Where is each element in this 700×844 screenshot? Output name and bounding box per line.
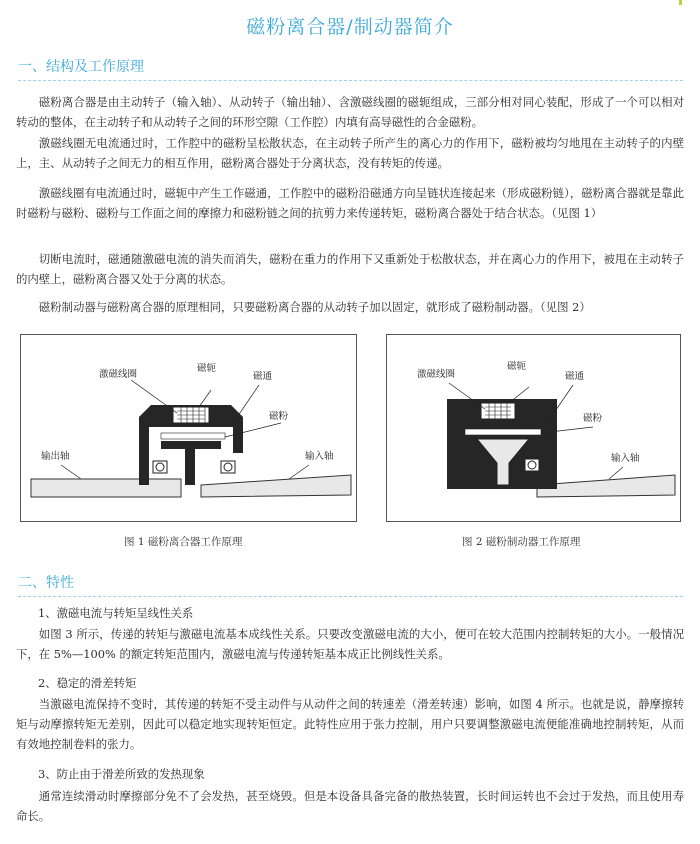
fig2-label-input: 输入轴 [611, 453, 640, 464]
fig2-label-flux: 磁通 [565, 371, 585, 382]
fig1-label-powder: 磁粉 [269, 411, 289, 422]
s1-paragraph-3: 激磁线圈有电流通过时，磁轭中产生工作磁通，工作腔中的磁粉沿磁通方向呈链状连接起来（形成磁粉链），磁粉离合器就是靠此时磁粉与磁粉、磁粉与工作面之间的摩擦力和磁粉链之间的抗剪力来传递转矩，磁粉离合器处于结合状态。（见图 1） [16, 186, 684, 220]
s1-paragraph-5: 磁粉制动器与磁粉离合器的原理相同，只要磁粉离合器的从动转子加以固定，就形成了磁粉制动器。（见图 2） [38, 300, 591, 314]
fig1-label-flux: 磁通 [253, 371, 273, 382]
s2-item1-title: 1、激磁电流与转矩呈线性关系 [38, 606, 194, 620]
s1-paragraph-2: 激磁线圈无电流通过时，工作腔中的磁粉呈松散状态，在主动转子所产生的离心力的作用下，磁粉被均匀地甩在主动转子的内壁上，主、从动转子之间无力的相互作用，磁粉离合器处于分离状态，没有转矩的传递。 [16, 136, 684, 170]
input-shaft [537, 475, 675, 497]
fig2-label-coil: 激磁线圈 [417, 369, 456, 380]
powder-gap [465, 429, 541, 435]
s2-item3-title: 3、防止由于滑差所致的发热现象 [38, 767, 205, 781]
section1-heading: 一、结构及工作原理 [18, 56, 683, 81]
fig2-label-yoke: 磁轭 [507, 361, 527, 372]
fig1-label-yoke: 磁轭 [197, 363, 217, 374]
fig2-label-powder: 磁粉 [583, 413, 603, 424]
figure1-diagram [20, 334, 357, 522]
s1-paragraph-1: 磁粉离合器是由主动转子（输入轴）、从动转子（输出轴）、含激磁线圈的磁轭组成，三部分相对同心装配，形成了一个可以相对转动的整体，在主动转子和从动转子之间的环形空隙（工作腔）内填有高导磁性的合金磁粉。 [16, 95, 684, 129]
fig1-label-input: 输入轴 [305, 451, 334, 462]
s2-item2-text: 当激磁电流保持不变时，其传递的转矩不受主动件与从动件之间的转速差（滑差转速）影响，如图 4 所示。也就是说，静摩擦转矩与动摩擦转矩无差别，因此可以稳定地实现转矩恒定。此特性应用于张力控制，用户只要调整激磁电流便能准确地控制转矩，从而有效地控制卷料的张力。 [16, 697, 684, 751]
s1-paragraph-4: 切断电流时，磁通随激磁电流的消失而消失，磁粉在重力的作用下又重新处于松散状态，并在离心力的作用下，被甩在主动转子的内壁上，磁粉离合器又处于分离的状态。 [16, 252, 684, 286]
s2-item1-text: 如图 3 所示，传递的转矩与激磁电流基本成线性关系。只要改变激磁电流的大小，便可在较大范围内控制转矩的大小。一般情况下，在 5%—100% 的额定转矩范围内，激磁电流与传递转矩基本成正比例线性关系。 [16, 627, 684, 661]
fig1-label-coil: 激磁线圈 [99, 369, 138, 380]
output-shaft [31, 479, 181, 497]
s2-item2-title: 2、稳定的滑差转矩 [38, 676, 137, 690]
input-shaft [201, 475, 351, 497]
section2-heading: 二、特性 [18, 572, 683, 597]
s2-item3-text: 通常连续滑动时摩擦部分免不了会发热，甚至烧毁。但是本设备具备完备的散热装置，长时间运转也不会过于发热，而且使用寿命长。 [16, 789, 684, 823]
figure2-diagram [386, 334, 681, 522]
figure2-caption: 图 2 磁粉制动器工作原理 [462, 536, 581, 548]
powder-gap [161, 433, 225, 439]
corner-mark [679, 0, 682, 5]
page-title: 磁粉离合器/制动器简介 [246, 16, 454, 38]
rotor [161, 441, 221, 485]
figure1-caption: 图 1 磁粉离合器工作原理 [124, 536, 243, 548]
fig1-label-output: 输出轴 [41, 451, 70, 462]
